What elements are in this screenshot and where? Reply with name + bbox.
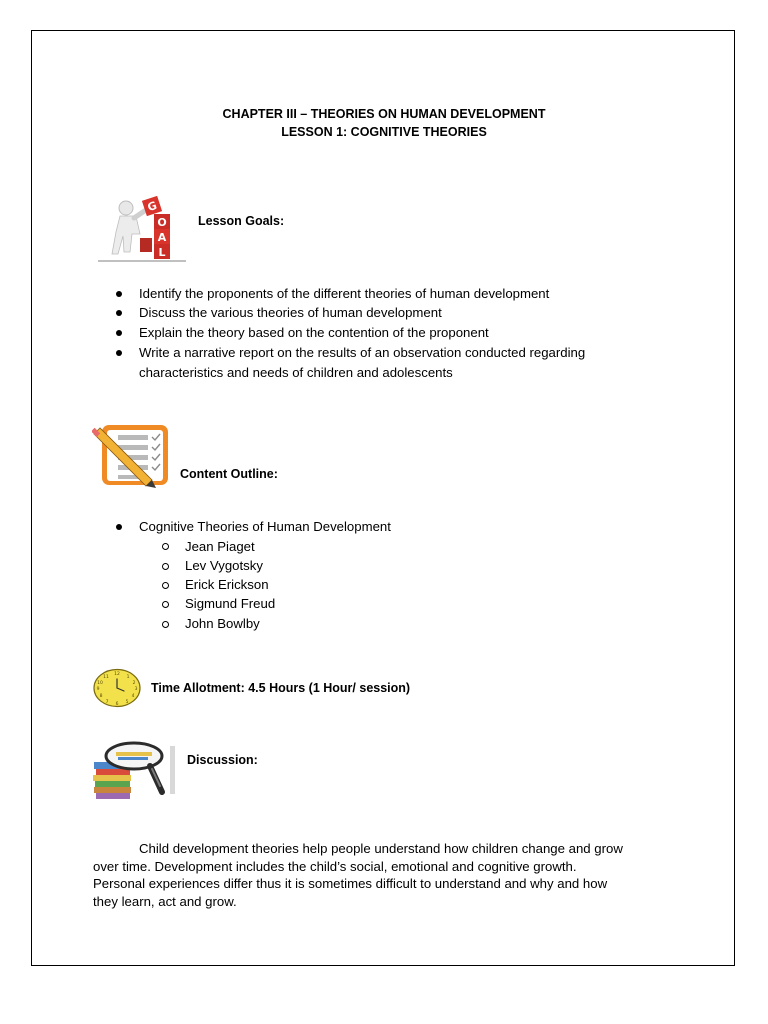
bullet-icon <box>116 310 122 316</box>
goal-item: Identify the proponents of the different theories of human development <box>139 286 550 301</box>
discussion-paragraph <box>93 840 693 910</box>
sub-bullet-icon <box>162 601 169 608</box>
bullet-icon <box>116 330 122 336</box>
svg-text:1: 1 <box>126 675 130 680</box>
bullet-icon <box>116 524 122 530</box>
lesson-goals-label: Lesson Goals: <box>198 214 285 228</box>
paragraph-line: Personal experiences differ thus it is sometimes difficult to understand and why and how <box>93 876 608 891</box>
sub-bullet-icon <box>162 563 169 570</box>
goal-item: Discuss the various theories of human development <box>139 305 442 320</box>
outline-sub-item: John Bowlby <box>185 616 260 631</box>
goal-blocks-icon <box>96 194 188 264</box>
lesson-title: LESSON 1: COGNITIVE THEORIES <box>281 125 487 139</box>
svg-text:10: 10 <box>97 681 103 686</box>
bullet-icon <box>116 350 122 356</box>
svg-text:4: 4 <box>131 694 135 699</box>
outline-sub-item: Lev Vygotsky <box>185 558 263 573</box>
checklist-icon <box>92 424 172 488</box>
clock-icon <box>92 668 142 708</box>
svg-text:8: 8 <box>99 694 103 699</box>
outline-sub-item: Erick Erickson <box>185 577 269 592</box>
page-border <box>31 30 735 966</box>
content-outline-label: Content Outline: <box>180 467 278 481</box>
discussion-label: Discussion: <box>187 753 258 767</box>
sub-bullet-icon <box>162 621 169 628</box>
outline-sub-item: Sigmund Freud <box>185 596 276 611</box>
svg-text:G: G <box>145 198 159 215</box>
svg-text:12: 12 <box>114 672 120 677</box>
goal-item: Explain the theory based on the contention of the proponent <box>139 325 489 340</box>
chapter-title: CHAPTER III – THEORIES ON HUMAN DEVELOPMENT <box>222 107 546 121</box>
svg-text:2: 2 <box>132 681 136 686</box>
svg-text:L: L <box>158 246 166 259</box>
svg-text:O: O <box>157 216 167 229</box>
svg-text:7: 7 <box>105 700 109 705</box>
paragraph-line: over time. Development includes the child’s social, emotional and cognitive growth. <box>93 858 577 874</box>
time-allotment-label: Time Allotment: 4.5 Hours (1 Hour/ session) <box>151 681 411 695</box>
magnifier-books-icon <box>90 740 178 802</box>
svg-text:11: 11 <box>103 675 109 680</box>
svg-text:9: 9 <box>96 687 100 692</box>
sub-bullet-icon <box>162 543 169 550</box>
svg-text:3: 3 <box>134 687 138 692</box>
sub-bullet-icon <box>162 582 169 589</box>
svg-text:6: 6 <box>115 702 119 707</box>
svg-text:5: 5 <box>125 700 129 705</box>
paragraph-line: Child development theories help people understand how children change and grow <box>139 841 623 856</box>
bullet-icon <box>116 291 122 297</box>
goal-item: Write a narrative report on the results of an observation conducted regarding <box>139 345 586 360</box>
svg-text:A: A <box>157 231 167 244</box>
paragraph-line: they learn, act and grow. <box>93 893 237 909</box>
outline-main-item: Cognitive Theories of Human Development <box>139 519 391 534</box>
outline-sub-item: Jean Piaget <box>185 539 255 554</box>
goal-item-continuation: characteristics and needs of children and adolescents <box>139 365 453 380</box>
